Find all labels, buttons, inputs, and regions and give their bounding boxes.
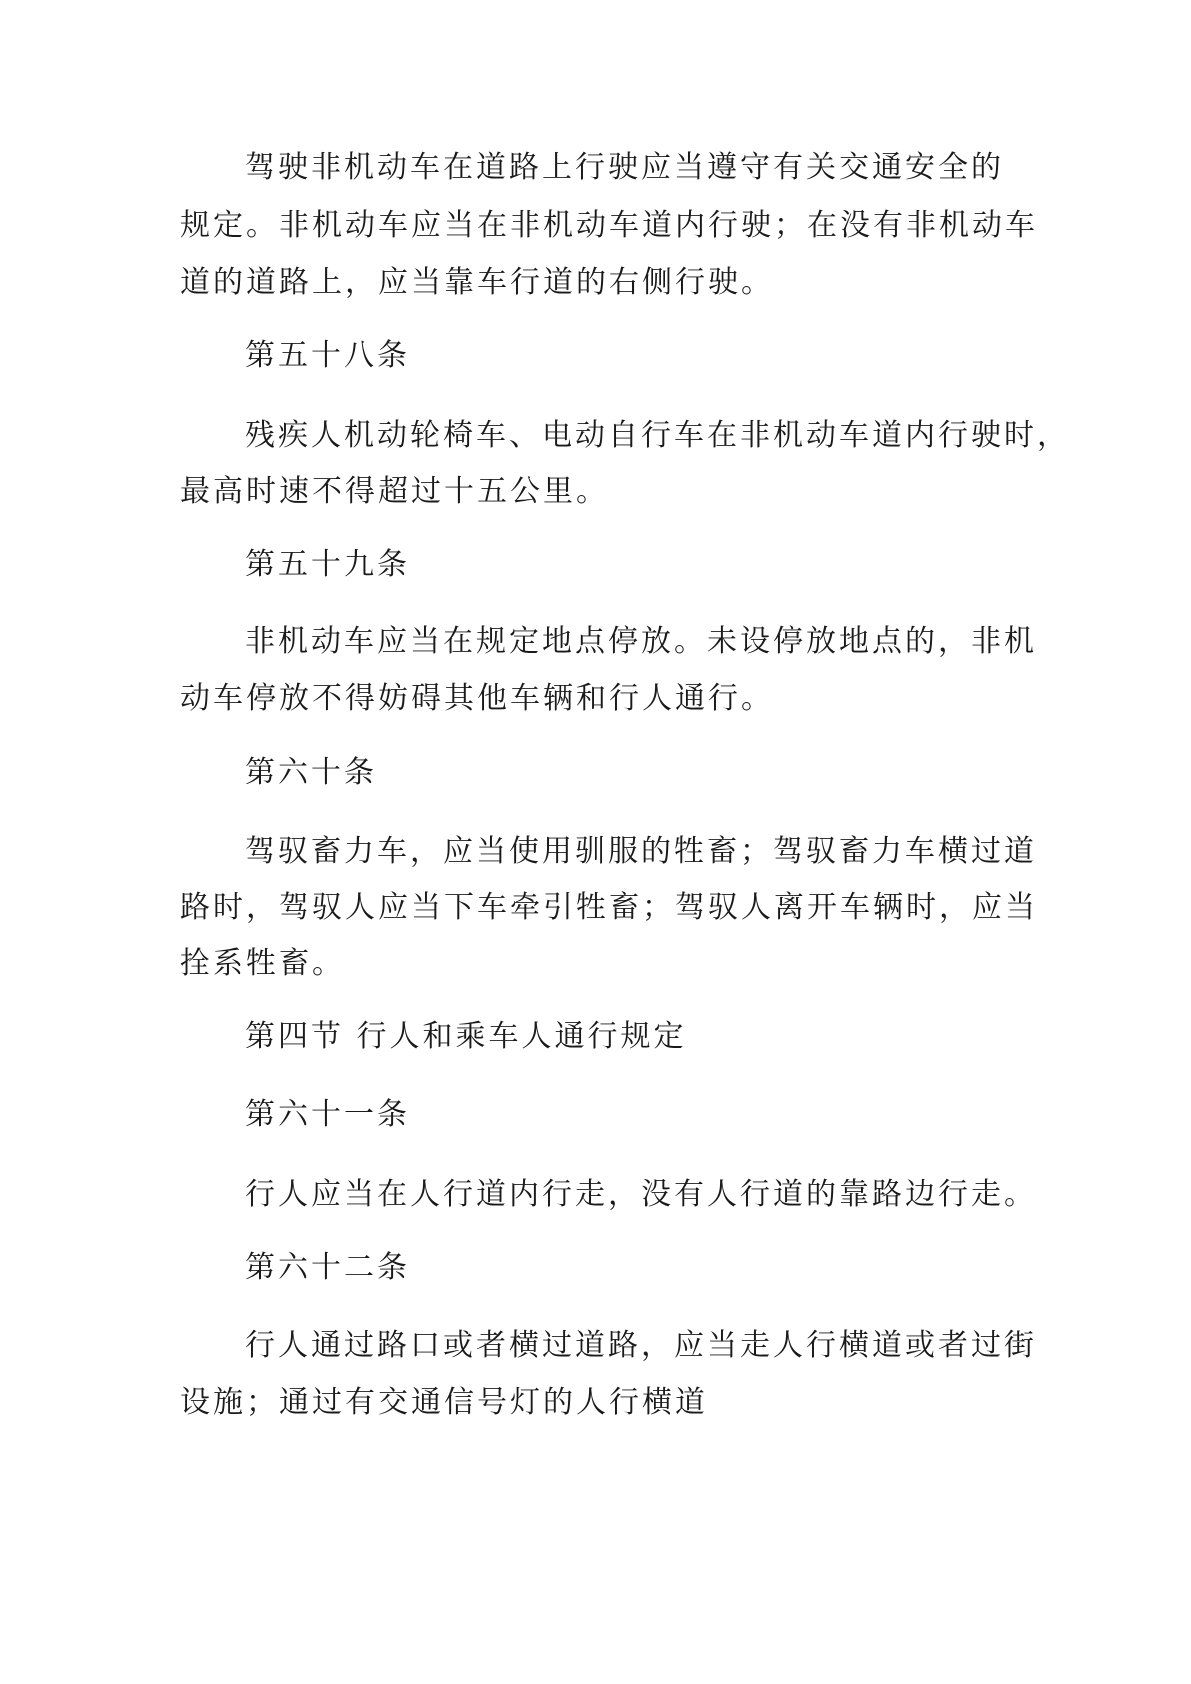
paragraph-line: 规定。非机动车应当在非机动车道内行驶；在没有非机动车 bbox=[180, 208, 1038, 243]
article-heading: 第六十一条 bbox=[245, 1097, 410, 1132]
article-heading: 第六十二条 bbox=[245, 1250, 410, 1285]
section-heading: 第四节 行人和乘车人通行规定 bbox=[245, 1019, 687, 1054]
paragraph-line: 行人应当在人行道内行走，没有人行道的靠路边行走。 bbox=[245, 1177, 1037, 1212]
paragraph-line: 道的道路上，应当靠车行道的右侧行驶。 bbox=[180, 265, 774, 300]
article-heading: 第五十八条 bbox=[245, 338, 410, 373]
paragraph-line: 驾驶非机动车在道路上行驶应当遵守有关交通安全的 bbox=[245, 150, 1004, 185]
paragraph-line: 设施；通过有交通信号灯的人行横道 bbox=[180, 1385, 708, 1420]
paragraph-line: 最高时速不得超过十五公里。 bbox=[180, 474, 609, 509]
article-heading: 第六十条 bbox=[245, 755, 377, 790]
paragraph-line: 行人通过路口或者横过道路，应当走人行横道或者过街 bbox=[245, 1328, 1037, 1363]
paragraph-line: 动车停放不得妨碍其他车辆和行人通行。 bbox=[180, 681, 774, 716]
paragraph-line: 驾驭畜力车，应当使用驯服的牲畜；驾驭畜力车横过道 bbox=[245, 834, 1037, 869]
paragraph-line: 路时，驾驭人应当下车牵引牲畜；驾驭人离开车辆时，应当 bbox=[180, 890, 1038, 925]
article-heading: 第五十九条 bbox=[245, 547, 410, 582]
paragraph-line: 拴系牲畜。 bbox=[180, 946, 345, 981]
paragraph-line: 非机动车应当在规定地点停放。未设停放地点的，非机 bbox=[245, 624, 1037, 659]
paragraph-line: 残疾人机动轮椅车、电动自行车在非机动车道内行驶时， bbox=[245, 418, 1070, 453]
